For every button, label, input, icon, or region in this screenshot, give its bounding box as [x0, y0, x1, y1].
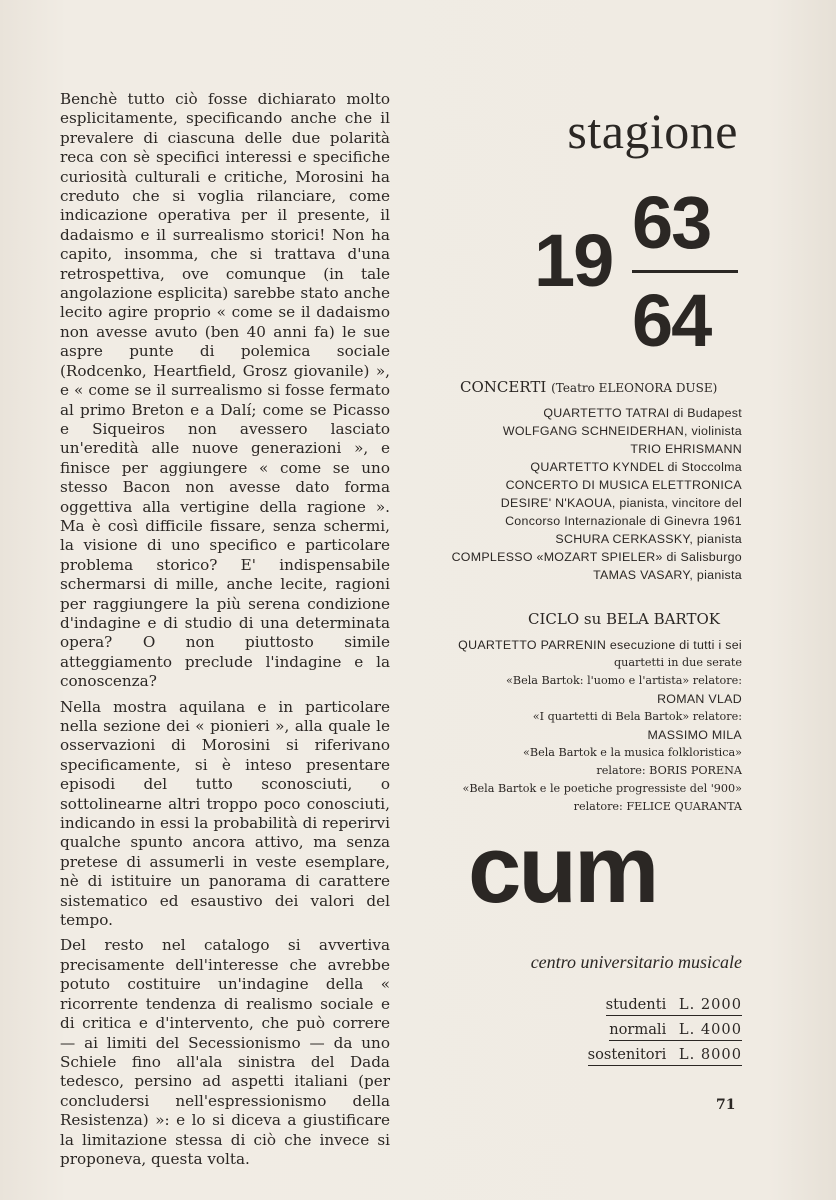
concerti-item: COMPLESSO «MOZART SPIELER» di Salisburgo: [451, 550, 742, 564]
price-item-sostenitori: [588, 1045, 742, 1070]
year-top: 63: [632, 181, 711, 264]
ciclo-heading: CICLO su BELA BARTOK: [528, 610, 720, 628]
ciclo-item: MASSIMO MILA: [647, 728, 742, 742]
price-item-studenti: [588, 995, 742, 1020]
season-label: stagione: [567, 103, 738, 159]
concerti-list: [422, 404, 742, 584]
concerti-item: Concorso Internazionale di Ginevra 1961: [505, 514, 742, 528]
ciclo-list: [422, 636, 742, 816]
concerti-item: TAMAS VASARY, pianista: [593, 568, 742, 582]
price-list: [588, 995, 742, 1070]
concerti-item: CONCERTO DI MUSICA ELETTRONICA: [505, 478, 742, 492]
concerti-venue: (Teatro ELEONORA DUSE): [551, 381, 718, 395]
ciclo-item: ROMAN VLAD: [657, 692, 742, 706]
price-amount: L. 2000: [678, 996, 742, 1013]
concerti-heading: [460, 378, 717, 396]
concerti-item: WOLFGANG SCHNEIDERHAN, violinista: [502, 424, 742, 438]
season-advert: [410, 0, 750, 1200]
price-amount: L. 8000: [678, 1046, 742, 1063]
price-item-normali: [588, 1020, 742, 1045]
concerti-item: QUARTETTO TATRAI di Budapest: [543, 406, 742, 420]
ciclo-item: «Bela Bartok: l'uomo e l'artista» relatore:: [506, 674, 742, 687]
price-label: sostenitori: [587, 1046, 667, 1063]
ciclo-item: relatore: FELICE QUARANTA: [573, 800, 742, 813]
ciclo-item: quartetti in due serate: [613, 656, 742, 669]
article-body: [60, 90, 390, 1175]
ciclo-item: «I quartetti di Bela Bartok» relatore:: [532, 710, 742, 723]
year-divider: [632, 270, 738, 273]
ciclo-item: «Bela Bartok e le poetiche progressiste del '900»: [462, 782, 742, 795]
concerti-item: DESIRE' N'KAOUA, pianista, vincitore del: [500, 496, 742, 510]
price-label: normali: [609, 1021, 667, 1038]
year-bottom: 64: [632, 279, 711, 362]
cum-logo: cum: [468, 816, 657, 923]
article-paragraph-3: Del resto nel catalogo si avvertiva precisamente dell'interesse che avrebbe potuto costituire un'indagine della « ricorrente tendenza di realismo sociale e di critica e d'intervento, che può correre — ai limiti del Secessionismo — da uno Schiele fino all'ala sinistra del Dada tedesco, persino ad aspetti italiani (per concludersi nell'espressionismo della Resistenza) »: e lo si diceva a giustificare la limitazione stessa di ciò che invece si proponeva, questa volta.: [60, 936, 390, 1168]
page-number: 71: [716, 1097, 736, 1113]
article-paragraph-1: Benchè tutto ciò fosse dichiarato molto esplicitamente, specificando anche che il prevalere di ciascuna delle due polarità reca con sè specifici interessi e specifiche curiosità culturali e critiche, Morosini ha creduto che si voglia rilanciare, come indicazione operativa per il presente, il dadaismo e il surrealismo storici! Non ha capito, insomma, che si trattava d'una retrospettiva, ove comunque (in tale angolazione esplicita) sarebbe stato anche lecito agire proprio « come se il dadaismo non avesse avuto (ben 40 anni fa) le sue aspre punte di polemica sociale (Rodcenko, Heartfield, Grosz giovanile) », e « come se il surrealismo si fosse fermato al primo Breton e a Dalí; come se Picasso e Siqueiros non avessero lasciato un'eredità alle nuove generazioni », e finisce per aggiungere « come se uno stesso Bacon non avesse dato forma oggettiva alla vertigine della ragione ». Ma è così difficile fissare, senza schermi, la visione di uno specifico e particolare problema storico? E' indispensabile schermarsi di mille, anche lecite, ragioni per raggiungere la più serena condizione d'indagine e di studio di una determinata opera? O non piuttosto simile atteggiamento preclude l'indagine e la conoscenza?: [60, 90, 390, 691]
year-prefix: 19: [534, 219, 613, 302]
price-label: studenti: [605, 996, 667, 1013]
concerti-item: SCHURA CERKASSKY, pianista: [555, 532, 742, 546]
concerti-title: CONCERTI: [460, 378, 547, 396]
ciclo-item: «Bela Bartok e la musica folkloristica»: [523, 746, 742, 759]
cum-subtitle: centro universitario musicale: [530, 952, 742, 972]
ciclo-item: relatore: BORIS PORENA: [596, 764, 742, 777]
price-amount: L. 4000: [678, 1021, 742, 1038]
ciclo-item: QUARTETTO PARRENIN esecuzione di tutti i sei: [458, 638, 742, 652]
article-paragraph-2: Nella mostra aquilana e in particolare nella sezione dei « pionieri », alla quale le osservazioni di Morosini si riferivano specificamente, si è inteso presentare episodi del tutto sconosciuti, o sottolinearne altri troppo poco conosciuti, indicando in essi la probabilità di reperirvi qualche spunto ancora attivo, ma senza pretese di assumerli in veste esemplare, nè di istituire un panorama di carattere sistematico ed esaustivo dei valori del tempo.: [60, 697, 390, 930]
concerti-item: QUARTETTO KYNDEL di Stoccolma: [530, 460, 742, 474]
concerti-item: TRIO EHRISMANN: [630, 442, 742, 456]
